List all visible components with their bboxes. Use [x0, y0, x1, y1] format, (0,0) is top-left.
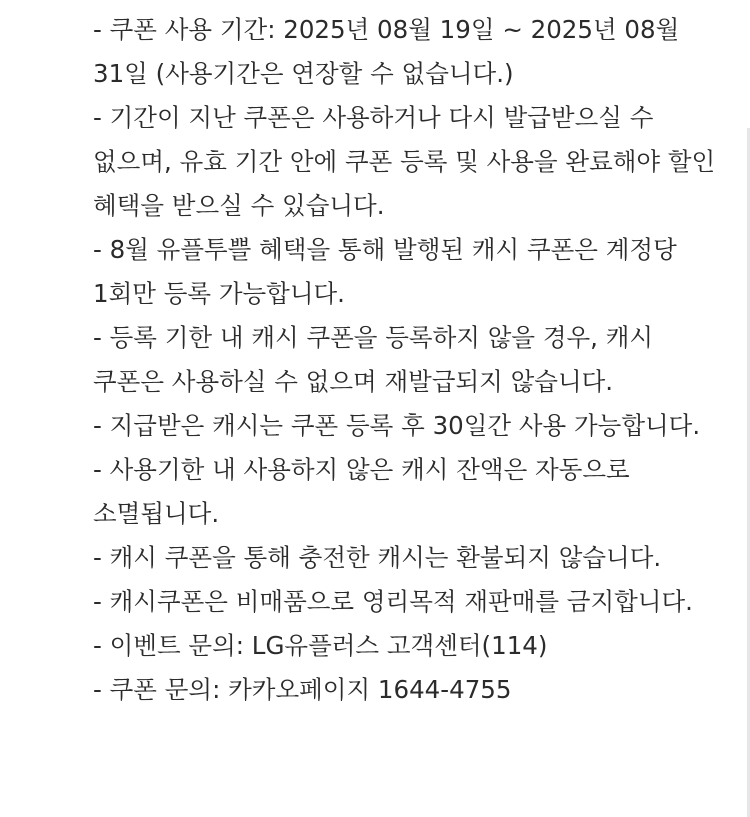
notice-no-resale: - 캐시쿠폰은 비매품으로 영리목적 재판매를 금지합니다. [93, 587, 693, 616]
notice-balance-expiry: - 사용기한 내 사용하지 않은 캐시 잔액은 자동으로 소멸됩니다. [93, 455, 630, 528]
notice-event-inquiry: - 이벤트 문의: LG유플러스 고객센터(114) [93, 631, 548, 660]
notice-expired-coupon: - 기간이 지난 쿠폰은 사용하거나 다시 발급받으실 수 없으며, 유효 기간 안에 쿠폰 등록 및 사용을 완료해야 할인 혜택을 받으실 수 있습니다. [93, 103, 716, 220]
notice-no-refund: - 캐시 쿠폰을 통해 충전한 캐시는 환불되지 않습니다. [93, 543, 662, 572]
notice-coupon-inquiry: - 쿠폰 문의: 카카오페이지 1644-4755 [93, 675, 512, 704]
notice-once-per-account: - 8월 유플투쁠 혜택을 통해 발행된 캐시 쿠폰은 계정당 1회만 등록 가능합니다. [93, 235, 677, 308]
coupon-notice-list [93, 8, 718, 712]
notice-usage-period: - 쿠폰 사용 기간: 2025년 08월 19일 ~ 2025년 08월 31일 (사용기간은 연장할 수 없습니다.) [93, 15, 680, 88]
notice-registration-deadline: - 등록 기한 내 캐시 쿠폰을 등록하지 않을 경우, 캐시 쿠폰은 사용하실 수 없으며 재발급되지 않습니다. [93, 323, 654, 396]
notice-cash-validity: - 지급받은 캐시는 쿠폰 등록 후 30일간 사용 가능합니다. [93, 411, 701, 440]
